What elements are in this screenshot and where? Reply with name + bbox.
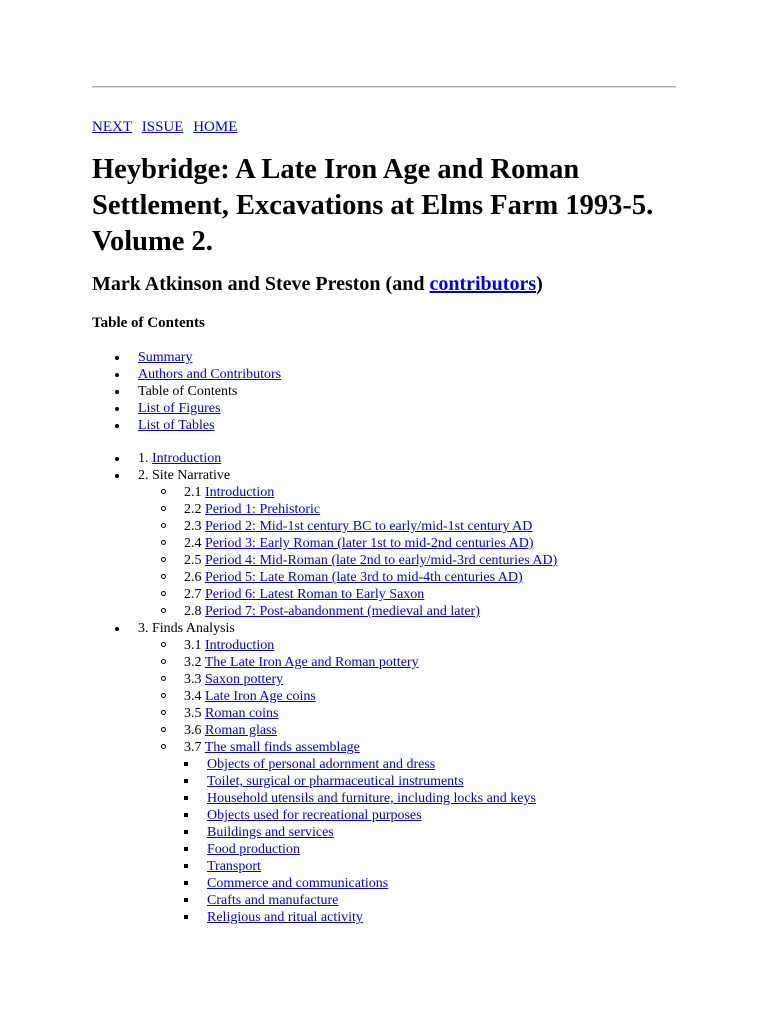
authors-prefix: Mark Atkinson and Steve Preston (and [92, 273, 430, 295]
small-finds-link[interactable]: Food production [207, 842, 300, 857]
authors-suffix: ) [536, 273, 543, 295]
toc-heading: Table of Contents [92, 315, 205, 331]
list-item [184, 586, 698, 603]
list-item [138, 400, 698, 417]
section-link[interactable]: Saxon pottery [205, 672, 284, 687]
section-number: 3.6 [184, 723, 202, 738]
list-item [184, 603, 698, 620]
section-number: 3.1 [184, 638, 202, 653]
list-item [207, 773, 698, 790]
small-finds-link[interactable]: Transport [207, 859, 261, 874]
small-finds-link[interactable]: Commerce and communications [207, 876, 389, 891]
authors-contributors-link[interactable]: Authors and Contributors [138, 367, 282, 382]
section-number: 2.6 [184, 570, 202, 585]
list-item [184, 739, 698, 926]
list-item [184, 722, 698, 739]
list-item [138, 349, 698, 366]
list-item [184, 705, 698, 722]
toc-current-label: Table of Contents [138, 384, 238, 399]
small-finds-link[interactable]: Buildings and services [207, 825, 334, 840]
section-link[interactable]: Introduction [205, 638, 275, 653]
list-item [138, 417, 698, 434]
site-narrative-sublist [184, 484, 698, 620]
horizontal-rule [92, 86, 676, 88]
section-number: 2.2 [184, 502, 202, 517]
list-item [207, 909, 698, 926]
section-link[interactable]: Period 6: Latest Roman to Early Saxon [205, 587, 425, 602]
list-item [138, 366, 698, 383]
small-finds-link[interactable]: Crafts and manufacture [207, 893, 339, 908]
small-finds-link[interactable]: Household utensils and furniture, including locks and keys [207, 791, 536, 806]
chapter-label: 3. Finds Analysis [138, 621, 235, 636]
small-finds-link[interactable]: Religious and ritual activity [207, 910, 363, 925]
chapter-label: 2. Site Narrative [138, 468, 231, 483]
section-number: 3.5 [184, 706, 202, 721]
small-finds-link[interactable]: Objects of personal adornment and dress [207, 757, 436, 772]
section-link[interactable]: Period 1: Prehistoric [205, 502, 321, 517]
top-navigation [92, 118, 243, 136]
section-link[interactable]: Introduction [205, 485, 275, 500]
contributors-link[interactable]: contributors [429, 273, 537, 295]
issue-link[interactable]: ISSUE [141, 119, 184, 135]
chapter-item-site-narrative [138, 467, 698, 620]
chapter-item-finds-analysis [138, 620, 698, 926]
chapter-item-introduction [138, 450, 698, 467]
list-item [184, 552, 698, 569]
list-of-figures-link[interactable]: List of Figures [138, 401, 221, 416]
list-item [207, 892, 698, 909]
section-link[interactable]: The small finds assemblage [204, 740, 360, 755]
front-matter-list [138, 349, 698, 434]
list-item [184, 535, 698, 552]
home-link[interactable]: HOME [193, 119, 238, 135]
list-item [184, 484, 698, 501]
next-link[interactable]: NEXT [92, 119, 132, 135]
list-item [207, 875, 698, 892]
section-number: 3.7 [184, 740, 202, 755]
list-item [184, 688, 698, 705]
finds-analysis-sublist [184, 637, 698, 926]
section-number: 3.4 [184, 689, 202, 704]
list-item [207, 790, 698, 807]
section-link[interactable]: Roman glass [205, 723, 277, 738]
chapter-list [138, 450, 698, 926]
list-item [207, 807, 698, 824]
section-link[interactable]: Late Iron Age coins [205, 689, 316, 704]
section-number: 2.8 [184, 604, 202, 619]
list-item [184, 518, 698, 535]
list-item [184, 637, 698, 654]
section-link[interactable]: Roman coins [205, 706, 279, 721]
section-number: 2.7 [184, 587, 202, 602]
section-number: 3.2 [184, 655, 202, 670]
chapter-link-introduction[interactable]: Introduction [152, 451, 222, 466]
list-item [207, 841, 698, 858]
small-finds-sublist [207, 756, 698, 926]
section-number: 2.3 [184, 519, 202, 534]
list-item [138, 383, 698, 400]
small-finds-link[interactable]: Toilet, surgical or pharmaceutical instruments [207, 774, 464, 789]
section-number: 2.4 [184, 536, 202, 551]
section-link[interactable]: The Late Iron Age and Roman pottery [204, 655, 419, 670]
section-link[interactable]: Period 4: Mid-Roman (late 2nd to early/mid-3rd centuries AD) [205, 553, 558, 568]
authors-line [92, 270, 543, 298]
section-number: 2.5 [184, 553, 202, 568]
chapter-number: 1. [138, 451, 149, 466]
list-of-tables-link[interactable]: List of Tables [138, 418, 215, 433]
list-item [207, 858, 698, 875]
list-item [207, 756, 698, 773]
summary-link[interactable]: Summary [138, 350, 193, 365]
section-number: 3.3 [184, 672, 202, 687]
list-item [184, 671, 698, 688]
section-link[interactable]: Period 7: Post-abandonment (medieval and later) [205, 604, 480, 619]
section-number: 2.1 [184, 485, 202, 500]
list-item [184, 569, 698, 586]
small-finds-link[interactable]: Objects used for recreational purposes [207, 808, 422, 823]
page-title: Heybridge: A Late Iron Age and Roman Settlement, Excavations at Elms Farm 1993-5. Volume 2. [92, 154, 654, 257]
section-link[interactable]: Period 3: Early Roman (later 1st to mid-2nd centuries AD) [205, 536, 534, 551]
list-item [207, 824, 698, 841]
section-link[interactable]: Period 5: Late Roman (late 3rd to mid-4th centuries AD) [205, 570, 523, 585]
section-link[interactable]: Period 2: Mid-1st century BC to early/mid-1st century AD [205, 519, 533, 534]
list-item [184, 501, 698, 518]
list-item [184, 654, 698, 671]
